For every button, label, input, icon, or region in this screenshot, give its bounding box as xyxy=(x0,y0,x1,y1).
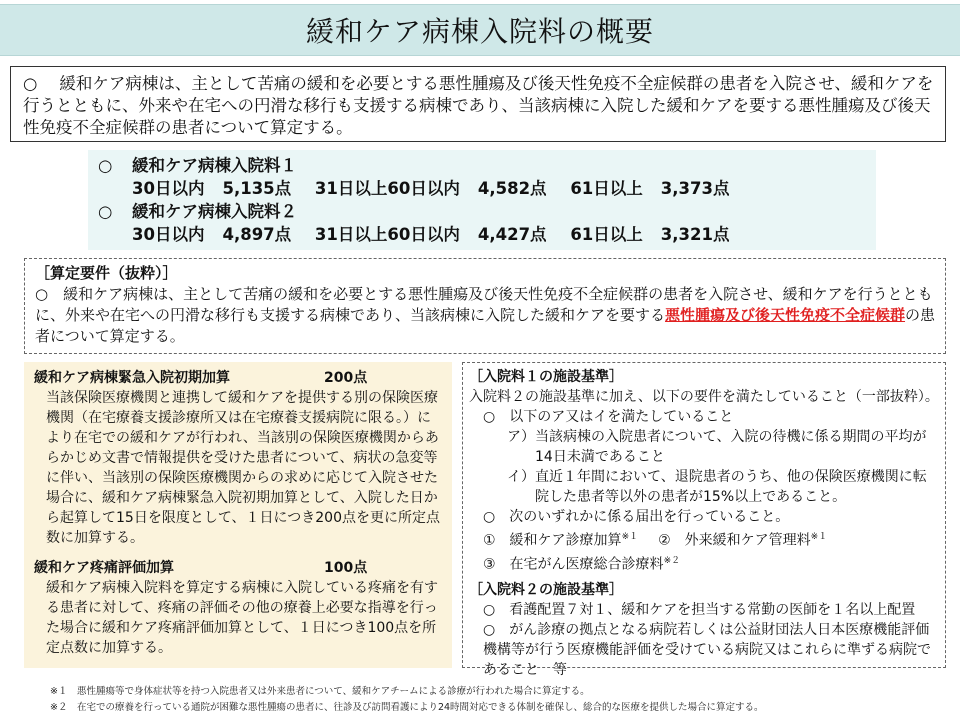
footnote-1: ※１ 悪性腫瘍等で身体症状等を持つ入院患者又は外来患者について、緩和ケアチームによる診療が行われた場合に算定する。 xyxy=(50,686,590,697)
fee-2-period-2: 31日以上60日以内 xyxy=(314,225,460,244)
notification-item-3: ③ 在宅がん医療総合診療料 xyxy=(483,556,664,573)
addon-1-points: 200点 xyxy=(324,370,368,386)
requirements-text xyxy=(35,284,937,347)
footnotes xyxy=(50,684,950,716)
requirements-bullet: ○ xyxy=(35,285,49,303)
intro-text: 緩和ケア病棟は、主として苦痛の緩和を必要とする悪性腫瘍及び後天性免疫不全症候群の患者を入院させ、緩和ケアを行うとともに、外来や在宅への円滑な移行も支援する病棟であり、当該病棟に入院した緩和ケアを要する悪性腫瘍及び後天性免疫不全症候群の患者について算定する。 xyxy=(23,74,934,137)
fee-1-heading xyxy=(98,154,876,177)
fee-1-points-2: 4,582点 xyxy=(477,179,547,198)
fee-2-points-3: 3,321点 xyxy=(660,225,730,244)
notification-item-2-note: ※１ xyxy=(810,532,828,542)
standard-1-condition-1: ○ 以下のア又はイを満たしていること xyxy=(483,409,734,425)
addon-2-heading xyxy=(34,558,444,578)
requirements-heading: ［算定要件（抜粋）］ xyxy=(35,264,178,282)
fee-1-period-3: 61日以上 xyxy=(570,179,643,198)
standard-1-notifications xyxy=(469,527,939,551)
standard-1-intro: 入院料２の施設基準に加え、以下の要件を満たしていること（一部抜粋）。 xyxy=(469,389,939,405)
addon-1-name: 緩和ケア病棟緊急入院初期加算 xyxy=(34,370,230,386)
requirements-text-before: 緩和ケア病棟は、主として苦痛の緩和を必要とする悪性腫瘍及び後天性免疫不全症候群の患者を入院させ、緩和ケアを行うとともに、外来や在宅への円滑な移行も支援する病棟であり、当該病棟に入院した緩和ケアを要する xyxy=(35,285,933,324)
standard-1-heading: ［入院料１の施設基準］ xyxy=(469,369,623,385)
fee-2-period-3: 61日以上 xyxy=(570,225,643,244)
fee-2-points-2: 4,427点 xyxy=(477,225,547,244)
addon-2-name: 緩和ケア疼痛評価加算 xyxy=(34,560,174,576)
fee-2-points-1: 4,897点 xyxy=(222,225,292,244)
notification-item-1-note: ※１ xyxy=(621,532,639,542)
addons-panel xyxy=(24,362,452,668)
addon-2-body: 緩和ケア病棟入院料を算定する病棟に入院している疼痛を有する患者に対して、疼痛の評価その他の療養上必要な指導を行った場合に緩和ケア疼痛評価加算として、１日につき100点を所定点数に加算する。 xyxy=(46,580,438,656)
standard-1-notification-3 xyxy=(469,551,939,575)
standard-1-item-i-text: 直近１年間において、退院患者のうち、他の保険医療機関に転院した患者等以外の患者が15%以上であること。 xyxy=(535,469,927,505)
addon-1-heading xyxy=(34,368,444,388)
standard-2-heading: ［入院料２の施設基準］ xyxy=(469,582,623,599)
fee-2-period-1: 30日以内 xyxy=(132,225,205,244)
fee-band xyxy=(88,150,876,250)
standard-1-item-i-label: イ） xyxy=(507,469,535,485)
notification-item-2: ② 外来緩和ケア管理料 xyxy=(658,532,811,549)
standard-1-item-i xyxy=(469,467,939,507)
notification-item-3-note: ※２ xyxy=(663,555,681,566)
standard-1-item-a-label: ア） xyxy=(507,429,535,445)
facility-standards-box xyxy=(462,362,946,679)
standard-2-condition-1: ○ 看護配置７対１、緩和ケアを担当する常勤の医師を１名以上配置 xyxy=(483,602,916,619)
fee-1-period-2: 31日以上60日以内 xyxy=(314,179,460,198)
fee-1-bullet: ○ xyxy=(98,156,113,175)
fee-2-tiers xyxy=(98,223,876,246)
fee-1-period-1: 30日以内 xyxy=(132,179,205,198)
fee-2-name: 緩和ケア病棟入院料２ xyxy=(132,202,297,221)
page-title: 緩和ケア病棟入院料の概要 xyxy=(305,15,654,48)
footnote-2: ※２ 在宅での療養を行っている通院が困難な悪性腫瘍の患者に、往診及び訪問看護により24時間対応できる体制を確保し、総合的な医療を提供した場合に算定する。 xyxy=(50,702,764,713)
notification-item-1: ① 緩和ケア診療加算 xyxy=(483,532,622,549)
intro-box xyxy=(10,66,946,142)
fee-2-heading xyxy=(98,200,876,223)
standard-1-item-a xyxy=(469,427,939,467)
addon-2-points: 100点 xyxy=(324,560,368,576)
addon-1-body: 当該保険医療機関と連携して緩和ケアを提供する別の保険医療機関（在宅療養支援診療所又は在宅療養支援病院に限る。）により在宅での緩和ケアが行われ、当該別の保険医療機関からあらかじめ文書で情報提供を受けた患者について、病状の急変等に伴い、当該別の保険医療機関からの求めに応じて入院させた場合に、緩和ケア病棟緊急入院初期加算として、入院した日から起算して15日を限度として、１日につき200点を更に所定点数に加算する。 xyxy=(46,390,440,546)
standard-1-item-a-text: 当該病棟の入院患者について、入院の待機に係る期間の平均が14日未満であること xyxy=(535,429,927,465)
title-bar xyxy=(0,4,960,56)
requirements-text-after: の患者について算定する。 xyxy=(35,306,936,345)
intro-bullet: ○ xyxy=(23,74,38,93)
standard-2-condition-2: ○ がん診療の拠点となる病院若しくは公益財団法人日本医療機能評価機構等が行う医療機能評価を受けている病院又はこれらに準ずる病院であること 等 xyxy=(483,622,931,679)
fee-1-name: 緩和ケア病棟入院料１ xyxy=(132,156,297,175)
fee-1-tiers xyxy=(98,177,876,200)
standard-1-condition-2: ○ 次のいずれかに係る届出を行っていること。 xyxy=(483,509,790,525)
fee-2-bullet: ○ xyxy=(98,202,113,221)
requirements-box xyxy=(24,258,946,354)
fee-1-points-3: 3,373点 xyxy=(660,179,730,198)
requirements-highlight: 悪性腫瘍及び後天性免疫不全症候群 xyxy=(665,306,906,324)
fee-1-points-1: 5,135点 xyxy=(222,179,292,198)
